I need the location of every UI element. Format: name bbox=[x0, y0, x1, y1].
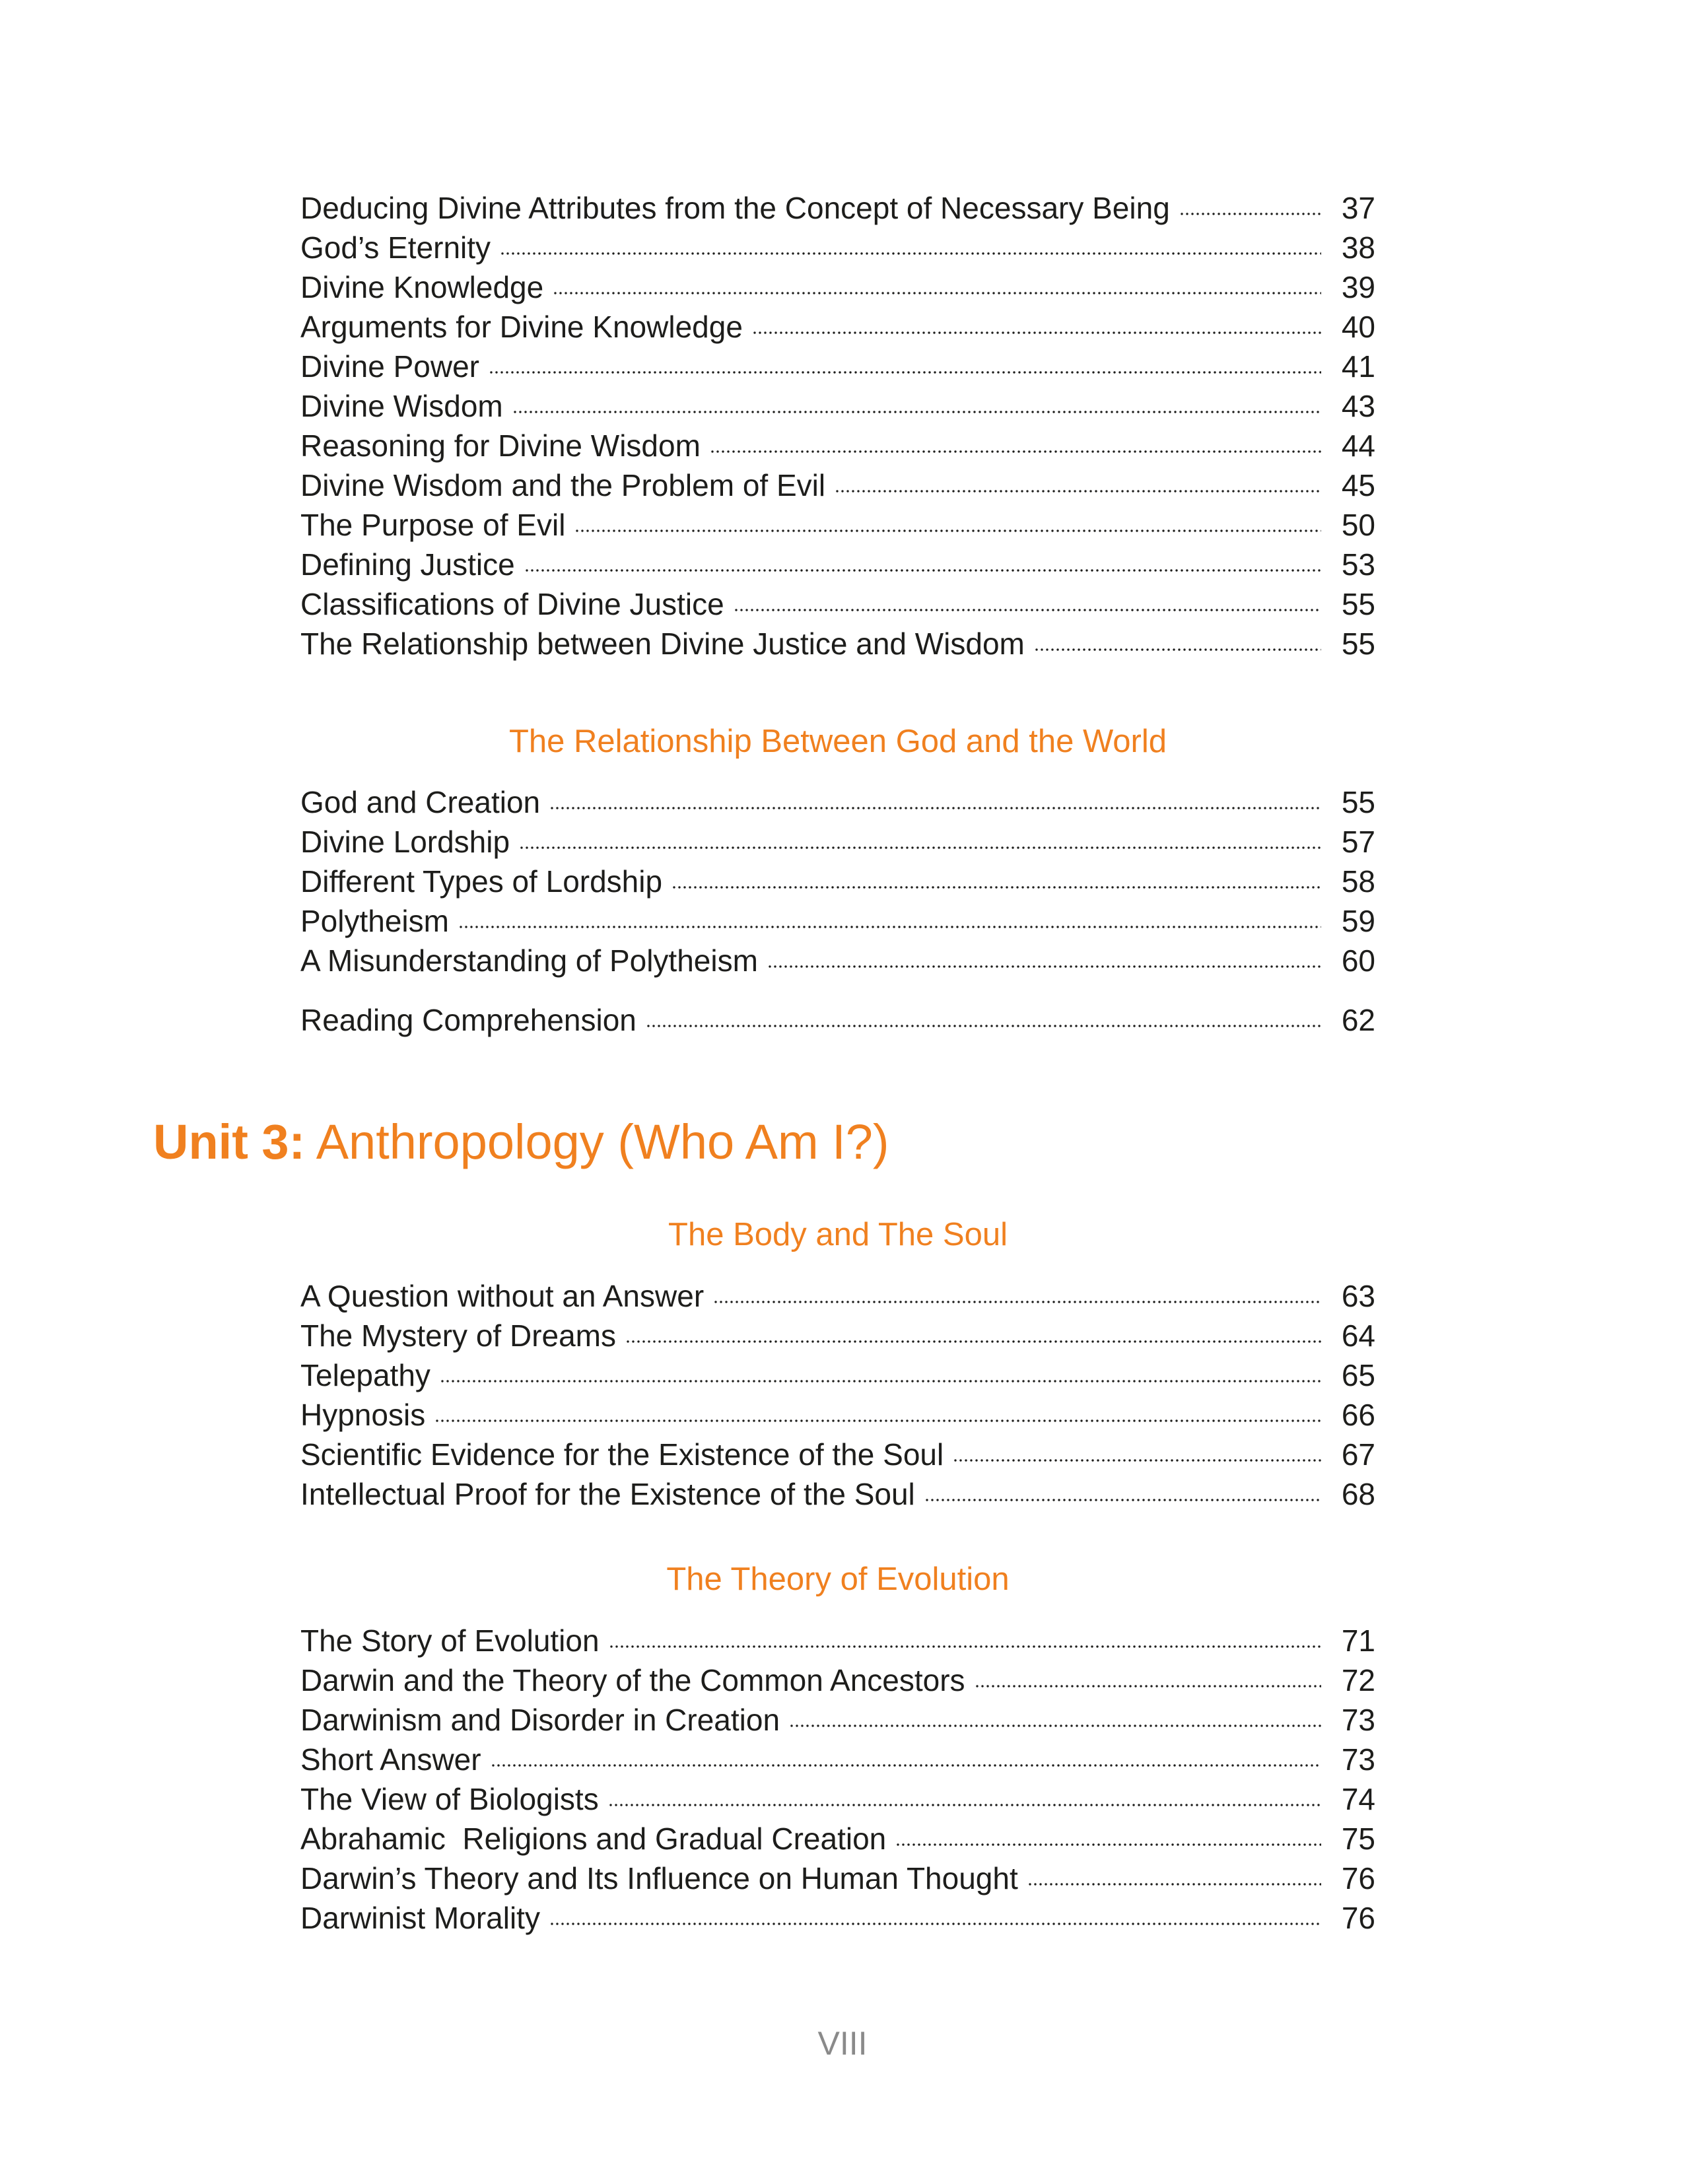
toc-entry[interactable] bbox=[300, 1395, 1375, 1435]
toc-list-god-world bbox=[300, 782, 1375, 980]
toc-entry-reading-comprehension[interactable] bbox=[300, 1000, 1375, 1040]
toc-entry[interactable] bbox=[300, 426, 1375, 465]
toc-entry-title: Divine Knowledge bbox=[300, 270, 544, 304]
dot-leader bbox=[524, 568, 1321, 572]
toc-entry[interactable] bbox=[300, 188, 1375, 228]
toc-entry[interactable] bbox=[300, 1898, 1375, 1938]
toc-entry-title: Polytheism bbox=[300, 904, 449, 938]
toc-entry-page: 66 bbox=[1341, 1398, 1375, 1432]
toc-entry-page: 76 bbox=[1341, 1861, 1375, 1895]
toc-entry-page: 41 bbox=[1341, 349, 1375, 384]
unit-heading bbox=[153, 1112, 889, 1172]
toc-entry-title: Darwin and the Theory of the Common Ancestors bbox=[300, 1663, 965, 1697]
toc-entry-page: 59 bbox=[1341, 904, 1375, 938]
toc-list-body-soul bbox=[300, 1276, 1375, 1514]
toc-entry[interactable] bbox=[300, 1740, 1375, 1779]
toc-list-divine-attributes bbox=[300, 188, 1375, 664]
toc-entry-title: Different Types of Lordship bbox=[300, 864, 663, 899]
toc-entry-title: Divine Power bbox=[300, 349, 479, 384]
section-heading-evolution: The Theory of Evolution bbox=[666, 1561, 1010, 1597]
toc-entry-page: 40 bbox=[1341, 310, 1375, 344]
toc-entry[interactable] bbox=[300, 1660, 1375, 1700]
toc-entry-page: 67 bbox=[1341, 1437, 1375, 1472]
toc-entry-title: Divine Wisdom bbox=[300, 389, 503, 423]
toc-entry-page: 68 bbox=[1341, 1477, 1375, 1511]
section-heading-body-soul: The Body and The Soul bbox=[668, 1217, 1008, 1252]
dot-leader bbox=[609, 1645, 1321, 1649]
dot-leader bbox=[975, 1684, 1321, 1688]
toc-entry-page: 71 bbox=[1341, 1623, 1375, 1658]
toc-entry-page: 39 bbox=[1341, 270, 1375, 304]
dot-leader bbox=[767, 965, 1321, 969]
toc-entry[interactable] bbox=[300, 862, 1375, 901]
toc-entry-page: 74 bbox=[1341, 1782, 1375, 1816]
toc-entry-title: Arguments for Divine Knowledge bbox=[300, 310, 743, 344]
toc-entry-title: Reading Comprehension bbox=[300, 1003, 636, 1037]
dot-leader bbox=[1034, 648, 1321, 652]
toc-entry-title: God and Creation bbox=[300, 785, 541, 819]
toc-entry[interactable] bbox=[300, 228, 1375, 267]
toc-entry-page: 76 bbox=[1341, 1901, 1375, 1935]
toc-entry-title: Short Answer bbox=[300, 1742, 481, 1777]
toc-entry-title: Reasoning for Divine Wisdom bbox=[300, 428, 701, 463]
toc-entry-title: The Story of Evolution bbox=[300, 1623, 600, 1658]
toc-entry-page: 64 bbox=[1341, 1318, 1375, 1353]
toc-entry[interactable] bbox=[300, 901, 1375, 941]
toc-list-evolution bbox=[300, 1621, 1375, 1938]
dot-leader bbox=[500, 252, 1321, 256]
section-heading-god-world: The Relationship Between God and the World bbox=[508, 724, 1167, 759]
dot-leader bbox=[549, 806, 1321, 810]
dot-leader bbox=[713, 1300, 1321, 1304]
toc-entry-page: 75 bbox=[1341, 1822, 1375, 1856]
toc-entry-page: 55 bbox=[1341, 627, 1375, 661]
dot-leader bbox=[519, 846, 1321, 850]
toc-entry-page: 62 bbox=[1341, 1003, 1375, 1037]
toc-list-reading bbox=[300, 1000, 1375, 1040]
dot-leader bbox=[671, 885, 1321, 889]
toc-entry[interactable] bbox=[300, 386, 1375, 426]
toc-entry[interactable] bbox=[300, 307, 1375, 347]
toc-entry-title: Scientific Evidence for the Existence of the Soul bbox=[300, 1437, 944, 1472]
toc-entry-title: Classifications of Divine Justice bbox=[300, 587, 724, 621]
toc-entry-title: Telepathy bbox=[300, 1358, 430, 1392]
dot-leader bbox=[440, 1379, 1321, 1383]
dot-leader bbox=[924, 1498, 1321, 1502]
dot-leader bbox=[789, 1724, 1321, 1728]
toc-entry-title: The Relationship between Divine Justice and Wisdom bbox=[300, 627, 1025, 661]
toc-entry[interactable] bbox=[300, 1316, 1375, 1355]
toc-entry-page: 44 bbox=[1341, 428, 1375, 463]
toc-entry[interactable] bbox=[300, 782, 1375, 822]
toc-entry[interactable] bbox=[300, 1621, 1375, 1660]
toc-entry[interactable] bbox=[300, 1779, 1375, 1819]
toc-entry-page: 73 bbox=[1341, 1703, 1375, 1737]
dot-leader bbox=[574, 529, 1321, 533]
toc-entry-title: Hypnosis bbox=[300, 1398, 426, 1432]
toc-entry[interactable] bbox=[300, 267, 1375, 307]
toc-entry[interactable] bbox=[300, 545, 1375, 584]
dot-leader bbox=[1027, 1882, 1321, 1886]
dot-leader bbox=[646, 1024, 1321, 1028]
dot-leader bbox=[489, 370, 1321, 374]
toc-entry-page: 38 bbox=[1341, 230, 1375, 265]
toc-entry-page: 55 bbox=[1341, 587, 1375, 621]
dot-leader bbox=[625, 1340, 1321, 1344]
toc-entry[interactable] bbox=[300, 584, 1375, 624]
toc-entry[interactable] bbox=[300, 1355, 1375, 1395]
toc-entry-page: 58 bbox=[1341, 864, 1375, 899]
toc-entry[interactable] bbox=[300, 1859, 1375, 1898]
toc-entry-title: Divine Wisdom and the Problem of Evil bbox=[300, 468, 826, 502]
dot-leader bbox=[752, 331, 1321, 335]
dot-leader bbox=[835, 489, 1321, 493]
toc-entry-title: A Misunderstanding of Polytheism bbox=[300, 943, 758, 978]
toc-entry-title: Intellectual Proof for the Existence of the Soul bbox=[300, 1477, 915, 1511]
toc-entry-title: Darwinist Morality bbox=[300, 1901, 540, 1935]
dot-leader bbox=[549, 1922, 1321, 1926]
toc-entry-title: Deducing Divine Attributes from the Concept of Necessary Being bbox=[300, 191, 1170, 225]
dot-leader bbox=[895, 1843, 1321, 1847]
toc-entry-page: 65 bbox=[1341, 1358, 1375, 1392]
toc-entry-title: The Purpose of Evil bbox=[300, 508, 566, 542]
toc-entry-page: 55 bbox=[1341, 785, 1375, 819]
toc-entry-page: 73 bbox=[1341, 1742, 1375, 1777]
dot-leader bbox=[491, 1763, 1321, 1767]
toc-entry-title: God’s Eternity bbox=[300, 230, 491, 265]
toc-entry-title: Darwinism and Disorder in Creation bbox=[300, 1703, 780, 1737]
toc-entry[interactable] bbox=[300, 1276, 1375, 1316]
toc-entry[interactable] bbox=[300, 941, 1375, 980]
dot-leader bbox=[512, 410, 1321, 414]
toc-entry[interactable] bbox=[300, 1474, 1375, 1514]
unit-label: Unit 3: bbox=[153, 1114, 306, 1169]
dot-leader bbox=[953, 1458, 1321, 1462]
toc-entry-page: 57 bbox=[1341, 825, 1375, 859]
toc-entry-title: Darwin’s Theory and Its Influence on Human Thought bbox=[300, 1861, 1018, 1895]
toc-entry[interactable] bbox=[300, 347, 1375, 386]
dot-leader bbox=[734, 608, 1321, 612]
toc-entry-page: 45 bbox=[1341, 468, 1375, 502]
toc-entry-title: Defining Justice bbox=[300, 547, 515, 582]
toc-entry[interactable] bbox=[300, 1819, 1375, 1859]
toc-entry[interactable] bbox=[300, 505, 1375, 545]
toc-entry[interactable] bbox=[300, 624, 1375, 664]
dot-leader bbox=[553, 291, 1321, 295]
toc-entry[interactable] bbox=[300, 465, 1375, 505]
page-number: VIII bbox=[817, 2025, 868, 2062]
toc-entry-page: 63 bbox=[1341, 1279, 1375, 1313]
toc-entry-title: A Question without an Answer bbox=[300, 1279, 705, 1313]
unit-title: Anthropology (Who Am I?) bbox=[316, 1114, 889, 1169]
toc-entry-page: 43 bbox=[1341, 389, 1375, 423]
dot-leader bbox=[434, 1419, 1321, 1423]
toc-entry-title: The Mystery of Dreams bbox=[300, 1318, 616, 1353]
toc-entry[interactable] bbox=[300, 1700, 1375, 1740]
toc-entry-title: The View of Biologists bbox=[300, 1782, 599, 1816]
toc-entry-page: 37 bbox=[1341, 191, 1375, 225]
toc-entry-page: 50 bbox=[1341, 508, 1375, 542]
dot-leader bbox=[608, 1803, 1321, 1807]
toc-entry[interactable] bbox=[300, 1435, 1375, 1474]
toc-entry-page: 60 bbox=[1341, 943, 1375, 978]
toc-entry[interactable] bbox=[300, 822, 1375, 862]
toc-entry-title: Abrahamic Religions and Gradual Creation bbox=[300, 1822, 887, 1856]
toc-entry-page: 72 bbox=[1341, 1663, 1375, 1697]
dot-leader bbox=[458, 925, 1321, 929]
dot-leader bbox=[710, 450, 1321, 454]
dot-leader bbox=[1179, 212, 1321, 216]
toc-entry-title: Divine Lordship bbox=[300, 825, 510, 859]
toc-entry-page: 53 bbox=[1341, 547, 1375, 582]
